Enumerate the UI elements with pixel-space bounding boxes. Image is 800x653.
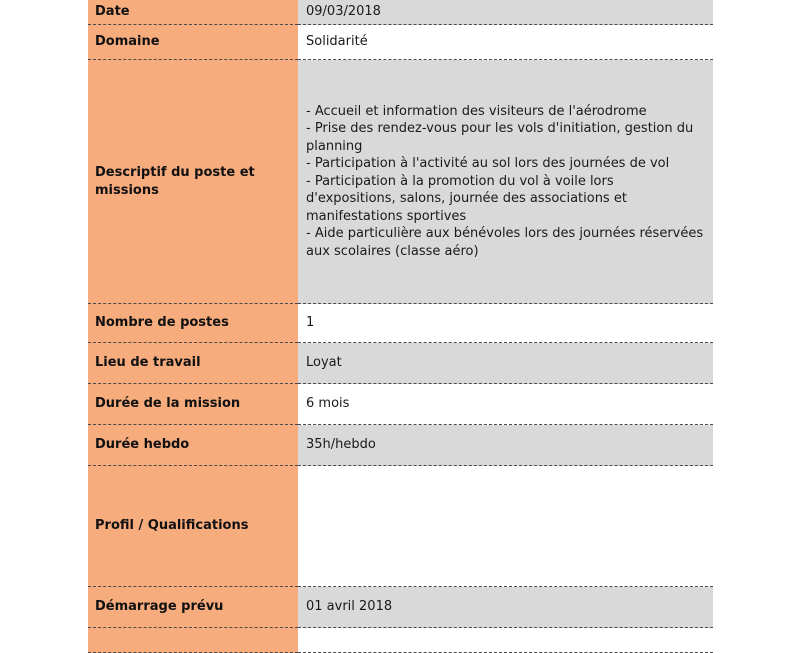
table-row	[88, 587, 713, 628]
row-label-cell: Durée hebdo	[88, 425, 298, 466]
row-label-cell: Durée de la mission	[88, 384, 298, 425]
row-value-cell	[298, 466, 713, 587]
mission-item: - Accueil et information des visiteurs de l'aérodrome	[306, 103, 647, 119]
row-label-cell: Domaine	[88, 25, 298, 60]
row-value-cell: 35h/hebdo	[298, 425, 713, 466]
row-label-cell: Descriptif du poste et missions	[88, 60, 298, 304]
table-row	[88, 628, 713, 653]
job-posting-table	[88, 0, 713, 653]
mission-item: - Participation à la promotion du vol à voile lors d'expositions, salons, journée des associations et manifestations sportives	[306, 173, 627, 224]
row-label-cell	[88, 628, 298, 653]
job-table-body	[88, 0, 713, 653]
row-label-cell: Démarrage prévu	[88, 587, 298, 628]
table-row	[88, 343, 713, 384]
row-value-cell: 1	[298, 304, 713, 343]
table-row	[88, 25, 713, 60]
row-label-cell: Nombre de postes	[88, 304, 298, 343]
row-value-cell: 6 mois	[298, 384, 713, 425]
row-label-cell: Lieu de travail	[88, 343, 298, 384]
table-row	[88, 425, 713, 466]
row-label-cell: Date	[88, 0, 298, 25]
table-row	[88, 60, 713, 304]
mission-item: - Prise des rendez-vous pour les vols d'initiation, gestion du planning	[306, 121, 694, 154]
table-row	[88, 466, 713, 587]
table-row	[88, 384, 713, 425]
row-value-cell: 09/03/2018	[298, 0, 713, 25]
mission-item: - Aide particulière aux bénévoles lors des journées réservées aux scolaires (classe aéro)	[306, 226, 704, 259]
mission-item: - Participation à l'activité au sol lors des journées de vol	[306, 156, 670, 172]
table-row	[88, 0, 713, 25]
row-value-cell: 01 avril 2018	[298, 587, 713, 628]
row-value-cell: Loyat	[298, 343, 713, 384]
row-value-cell	[298, 60, 713, 304]
row-label-cell: Profil / Qualifications	[88, 466, 298, 587]
row-value-cell: Solidarité	[298, 25, 713, 60]
row-value-cell	[298, 628, 713, 653]
table-row	[88, 304, 713, 343]
